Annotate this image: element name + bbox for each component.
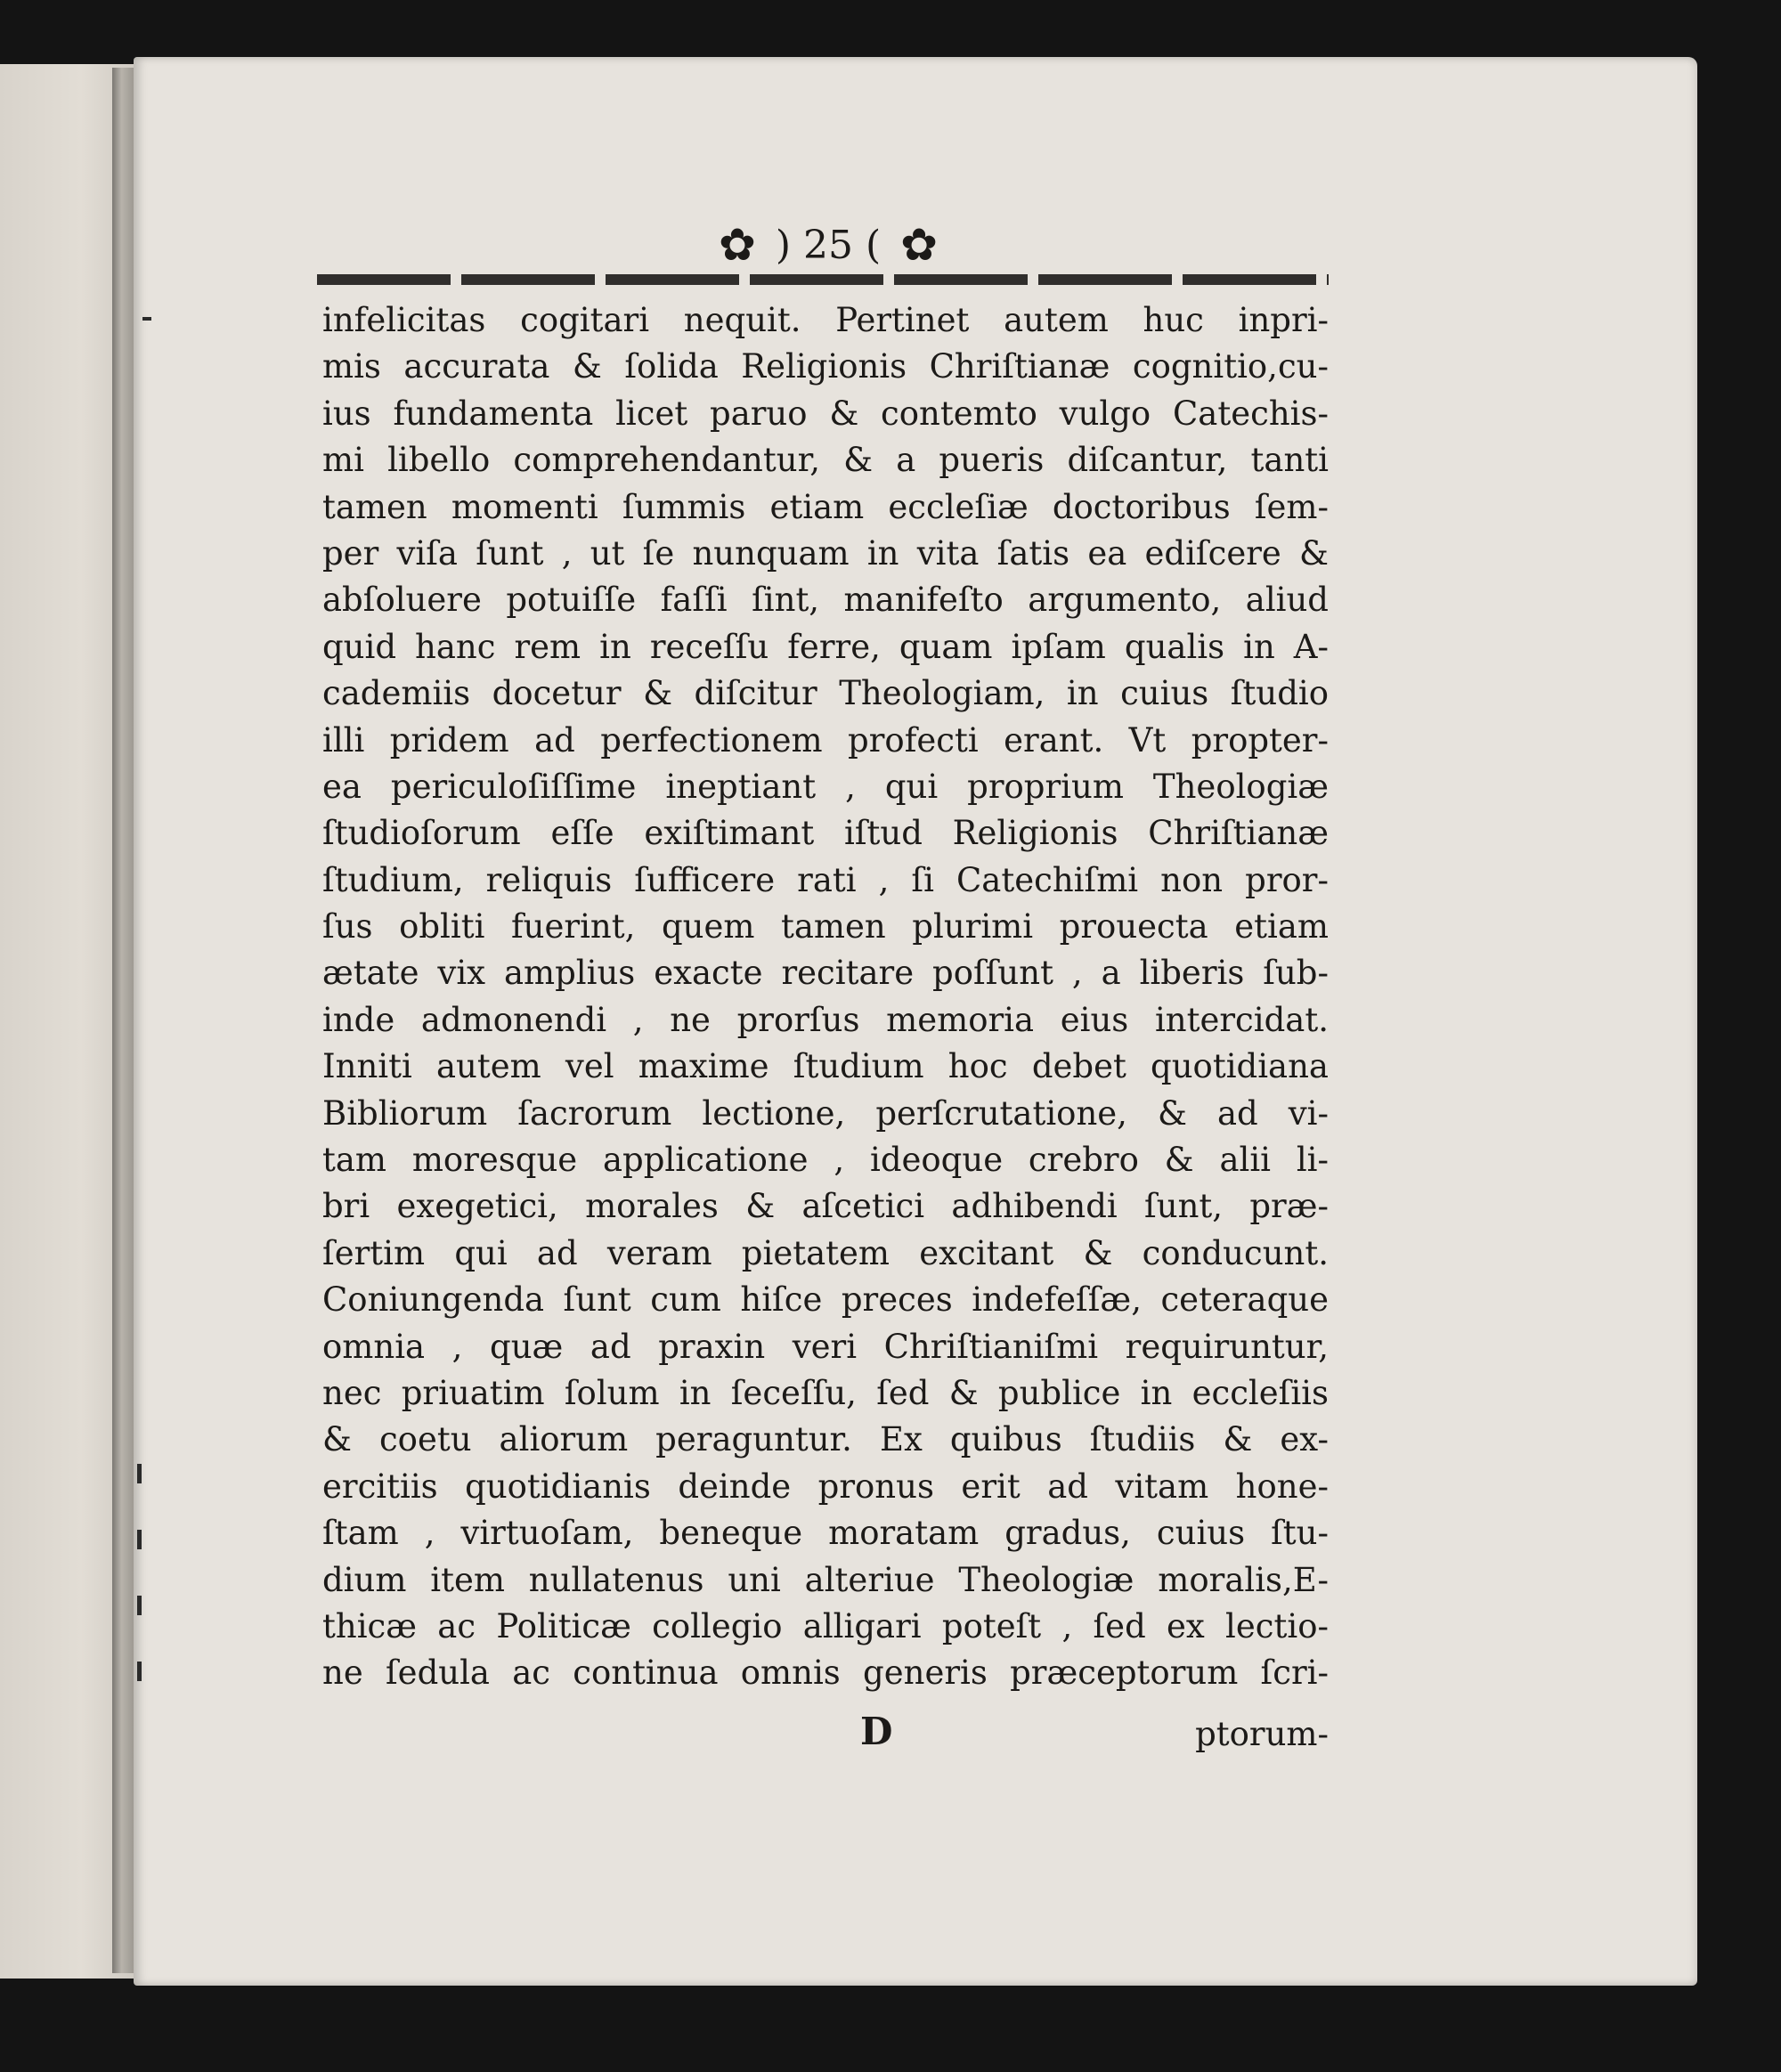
header-rule [317, 274, 1329, 285]
page-footer [322, 1710, 1329, 1763]
text-line: ercitiis quotidianis deinde pronus erit ad vitam hone- [322, 1467, 1329, 1506]
text-line: thicæ ac Politicæ collegio alligari poteſt , ſed ex lectio- [322, 1606, 1329, 1645]
text-line: & coetu aliorum peraguntur. Ex quibus ſtudiis & ex- [322, 1420, 1329, 1459]
text-line: tam moresque applicatione , ideoque crebro & alii li- [322, 1141, 1329, 1180]
text-line: inde admonendi , ne prorſus memoria eius intercidat. [322, 1000, 1329, 1039]
text-line: mis accurata & ſolida Religionis Chriſtianæ cognitio,cu- [322, 347, 1329, 386]
text-line: ſus obliti fuerint, quem tamen plurimi prouecta etiam [322, 907, 1329, 947]
page-edge-marks [134, 1464, 146, 1727]
text-line: abſoluere potuiſſe faſſi ſint, manifeſto argumento, aliud [322, 581, 1329, 620]
running-header [659, 214, 997, 276]
text-line: Coniungenda ſunt cum hiſce preces indefeſſæ, ceteraque [322, 1280, 1329, 1320]
text-line: infelicitas cogitari nequit. Pertinet autem huc inpri- [322, 301, 1329, 339]
text-line: bri exegetici, morales & aſcetici adhibendi ſunt, præ- [322, 1187, 1329, 1226]
text-line: ſertim qui ad veram pietatem excitant & conducunt. [322, 1233, 1329, 1272]
catchword: ptorum- [1195, 1715, 1329, 1753]
flower-ornament-icon: ✿ [718, 219, 756, 271]
text-line: cademiis docetur & diſcitur Theologiam, in cuius ſtudio [322, 674, 1329, 713]
body-text [322, 297, 1329, 1697]
edge-mark [137, 1464, 142, 1483]
binding-gutter [112, 68, 135, 1973]
text-line: per viſa ſunt , ut ſe nunquam in vita ſatis ea ediſcere & [322, 533, 1329, 573]
page-number: ) 25 ( [775, 222, 882, 268]
text-line: ſtudioſorum eſſe exiſtimant iſtud Religionis Chriſtianæ [322, 814, 1329, 853]
edge-mark [137, 1662, 142, 1681]
signature-mark: D [860, 1710, 893, 1753]
text-line: illi pridem ad perfectionem profecti erant. Vt propter- [322, 720, 1329, 760]
text-line: Inniti autem vel maxime ſtudium hoc debet quotidiana [322, 1047, 1329, 1086]
flower-ornament-icon: ✿ [900, 219, 939, 271]
text-line: nec priuatim ſolum in ſeceſſu, ſed & publice in eccleſiis [322, 1373, 1329, 1412]
edge-mark [137, 1530, 142, 1549]
text-line: mi libello comprehendantur, & a pueris diſcantur, tanti [322, 441, 1329, 480]
text-line: ſtam , virtuoſam, beneque moratam gradus, cuius ſtu- [322, 1514, 1329, 1553]
text-line: ius fundamenta licet paruo & contemto vulgo Catechis- [322, 394, 1329, 433]
text-line: ne ſedula ac continua omnis generis præceptorum ſcri- [322, 1654, 1329, 1693]
text-line: omnia , quæ ad praxin veri Chriſtianiſmi requiruntur, [322, 1327, 1329, 1366]
text-line: quid hanc rem in receſſu ferre, quam ipſam qualis in A- [322, 627, 1329, 666]
edge-mark [137, 1596, 142, 1615]
text-line: ſtudium, reliquis ſufficere rati , ſi Catechiſmi non pror- [322, 860, 1329, 899]
text-line: Bibliorum ſacrorum lectione, perſcrutatione, & ad vi- [322, 1093, 1329, 1133]
text-line: ea periculoſiſſime ineptiant , qui proprium Theologiæ [322, 767, 1329, 806]
text-line: dium item nullatenus uni alteriue Theologiæ moralis,E- [322, 1560, 1329, 1599]
text-line: tamen momenti ſummis etiam eccleſiæ doctoribus ſem- [322, 487, 1329, 526]
margin-tick-mark [142, 317, 151, 321]
text-line: ætate vix amplius exacte recitare poſſunt , a liberis ſub- [322, 954, 1329, 993]
